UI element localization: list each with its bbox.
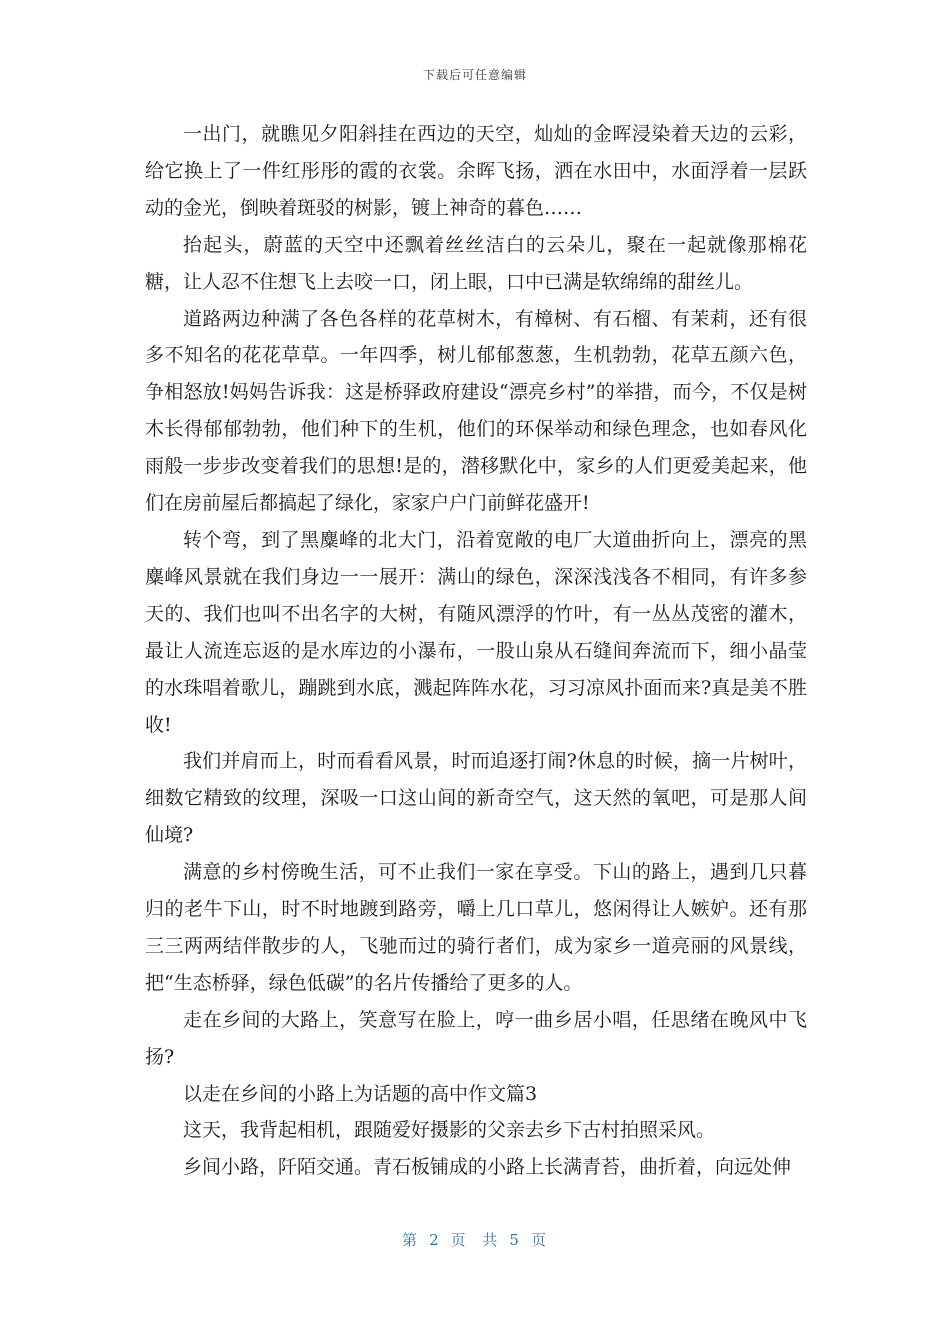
page-header: 下载后可任意编辑 [422, 68, 527, 82]
total-pages-number: 5 [509, 1231, 521, 1249]
footer-label-di: 第 [402, 1231, 420, 1249]
paragraph: 我们并肩而上，时而看看风景，时而追逐打闹?休息的时候，摘一片树叶，细数它精致的纹理，深吸一口这山间的新奇空气，这天然的氧吧，可是那人间仙境? [145, 750, 807, 847]
paragraph: 乡间小路，阡陌交通。青石板铺成的小路上长满青苔，曲折着，向远处伸 [183, 1156, 792, 1179]
current-page-number: 2 [429, 1231, 441, 1249]
paragraph: 抬起头，蔚蓝的天空中还飘着丝丝洁白的云朵儿，聚在一起就像那棉花糖，让人忍不住想飞上去咬一口，闭上眼，口中已满是软绵绵的甜丝儿。 [145, 233, 807, 293]
footer-label-ye: 页 [530, 1231, 548, 1249]
section-heading: 以走在乡间的小路上为话题的高中作文篇3 [183, 1082, 538, 1105]
paragraph: 走在乡间的大路上，笑意写在脸上，哼一曲乡居小唱，任思绪在晚风中飞扬? [145, 1008, 807, 1068]
page-footer [0, 1229, 950, 1250]
paragraph: 满意的乡村傍晚生活，可不止我们一家在享受。下山的路上，遇到几只暮归的老牛下山，时不时地踱到路旁，嚼上几口草儿，悠闲得让人嫉妒。还有那三三两两结伴散步的人，飞驰而过的骑行者们，成为家乡一道亮丽的风景线，把“生态桥驿，绿色低碳”的名片传播给了更多的人。 [145, 861, 807, 994]
paragraph: 这天，我背起相机，跟随爱好摄影的父亲去乡下古村拍照采风。 [183, 1119, 716, 1142]
paragraph: 转个弯，到了黑麋峰的北大门，沿着宽敞的电厂大道曲折向上，漂亮的黑麋峰风景就在我们身边一一展开：满山的绿色，深深浅浅各不相同，有许多参天的、我们也叫不出名字的大树，有随风漂浮的竹叶，有一丛丛茂密的灌木，最让人流连忘返的是水库边的小瀑布，一股山泉从石缝间奔流而下，细小晶莹的水珠唱着歌儿，蹦跳到水底，溅起阵阵水花，习习凉风扑面而来?真是美不胜收! [145, 528, 807, 736]
paragraph: 一出门，就瞧见夕阳斜挂在西边的天空，灿灿的金晖浸染着天边的云彩，给它换上了一件红彤彤的霞的衣裳。余晖飞扬，洒在水田中，水面浮着一层跃动的金光，倒映着斑驳的树影，镀上神奇的暮色…… [145, 123, 807, 219]
footer-label-ye-gong: 页 共 [450, 1231, 500, 1249]
paragraph: 道路两边种满了各色各样的花草树木，有樟树、有石榴、有茉莉，还有很多不知名的花花草草。一年四季，树儿郁郁葱葱，生机勃勃，花草五颜六色，争相怒放!妈妈告诉我：这是桥驿政府建设“漂亮乡村”的举措，而今，不仅是树木长得郁郁勃勃，他们种下的生机，他们的环保举动和绿色理念，也如春风化雨般一步步改变着我们的思想!是的，潜移默化中，家乡的人们更爱美起来，他们在房前屋后都搞起了绿化，家家户户门前鲜花盛开! [145, 307, 807, 515]
document-body [145, 116, 807, 1186]
